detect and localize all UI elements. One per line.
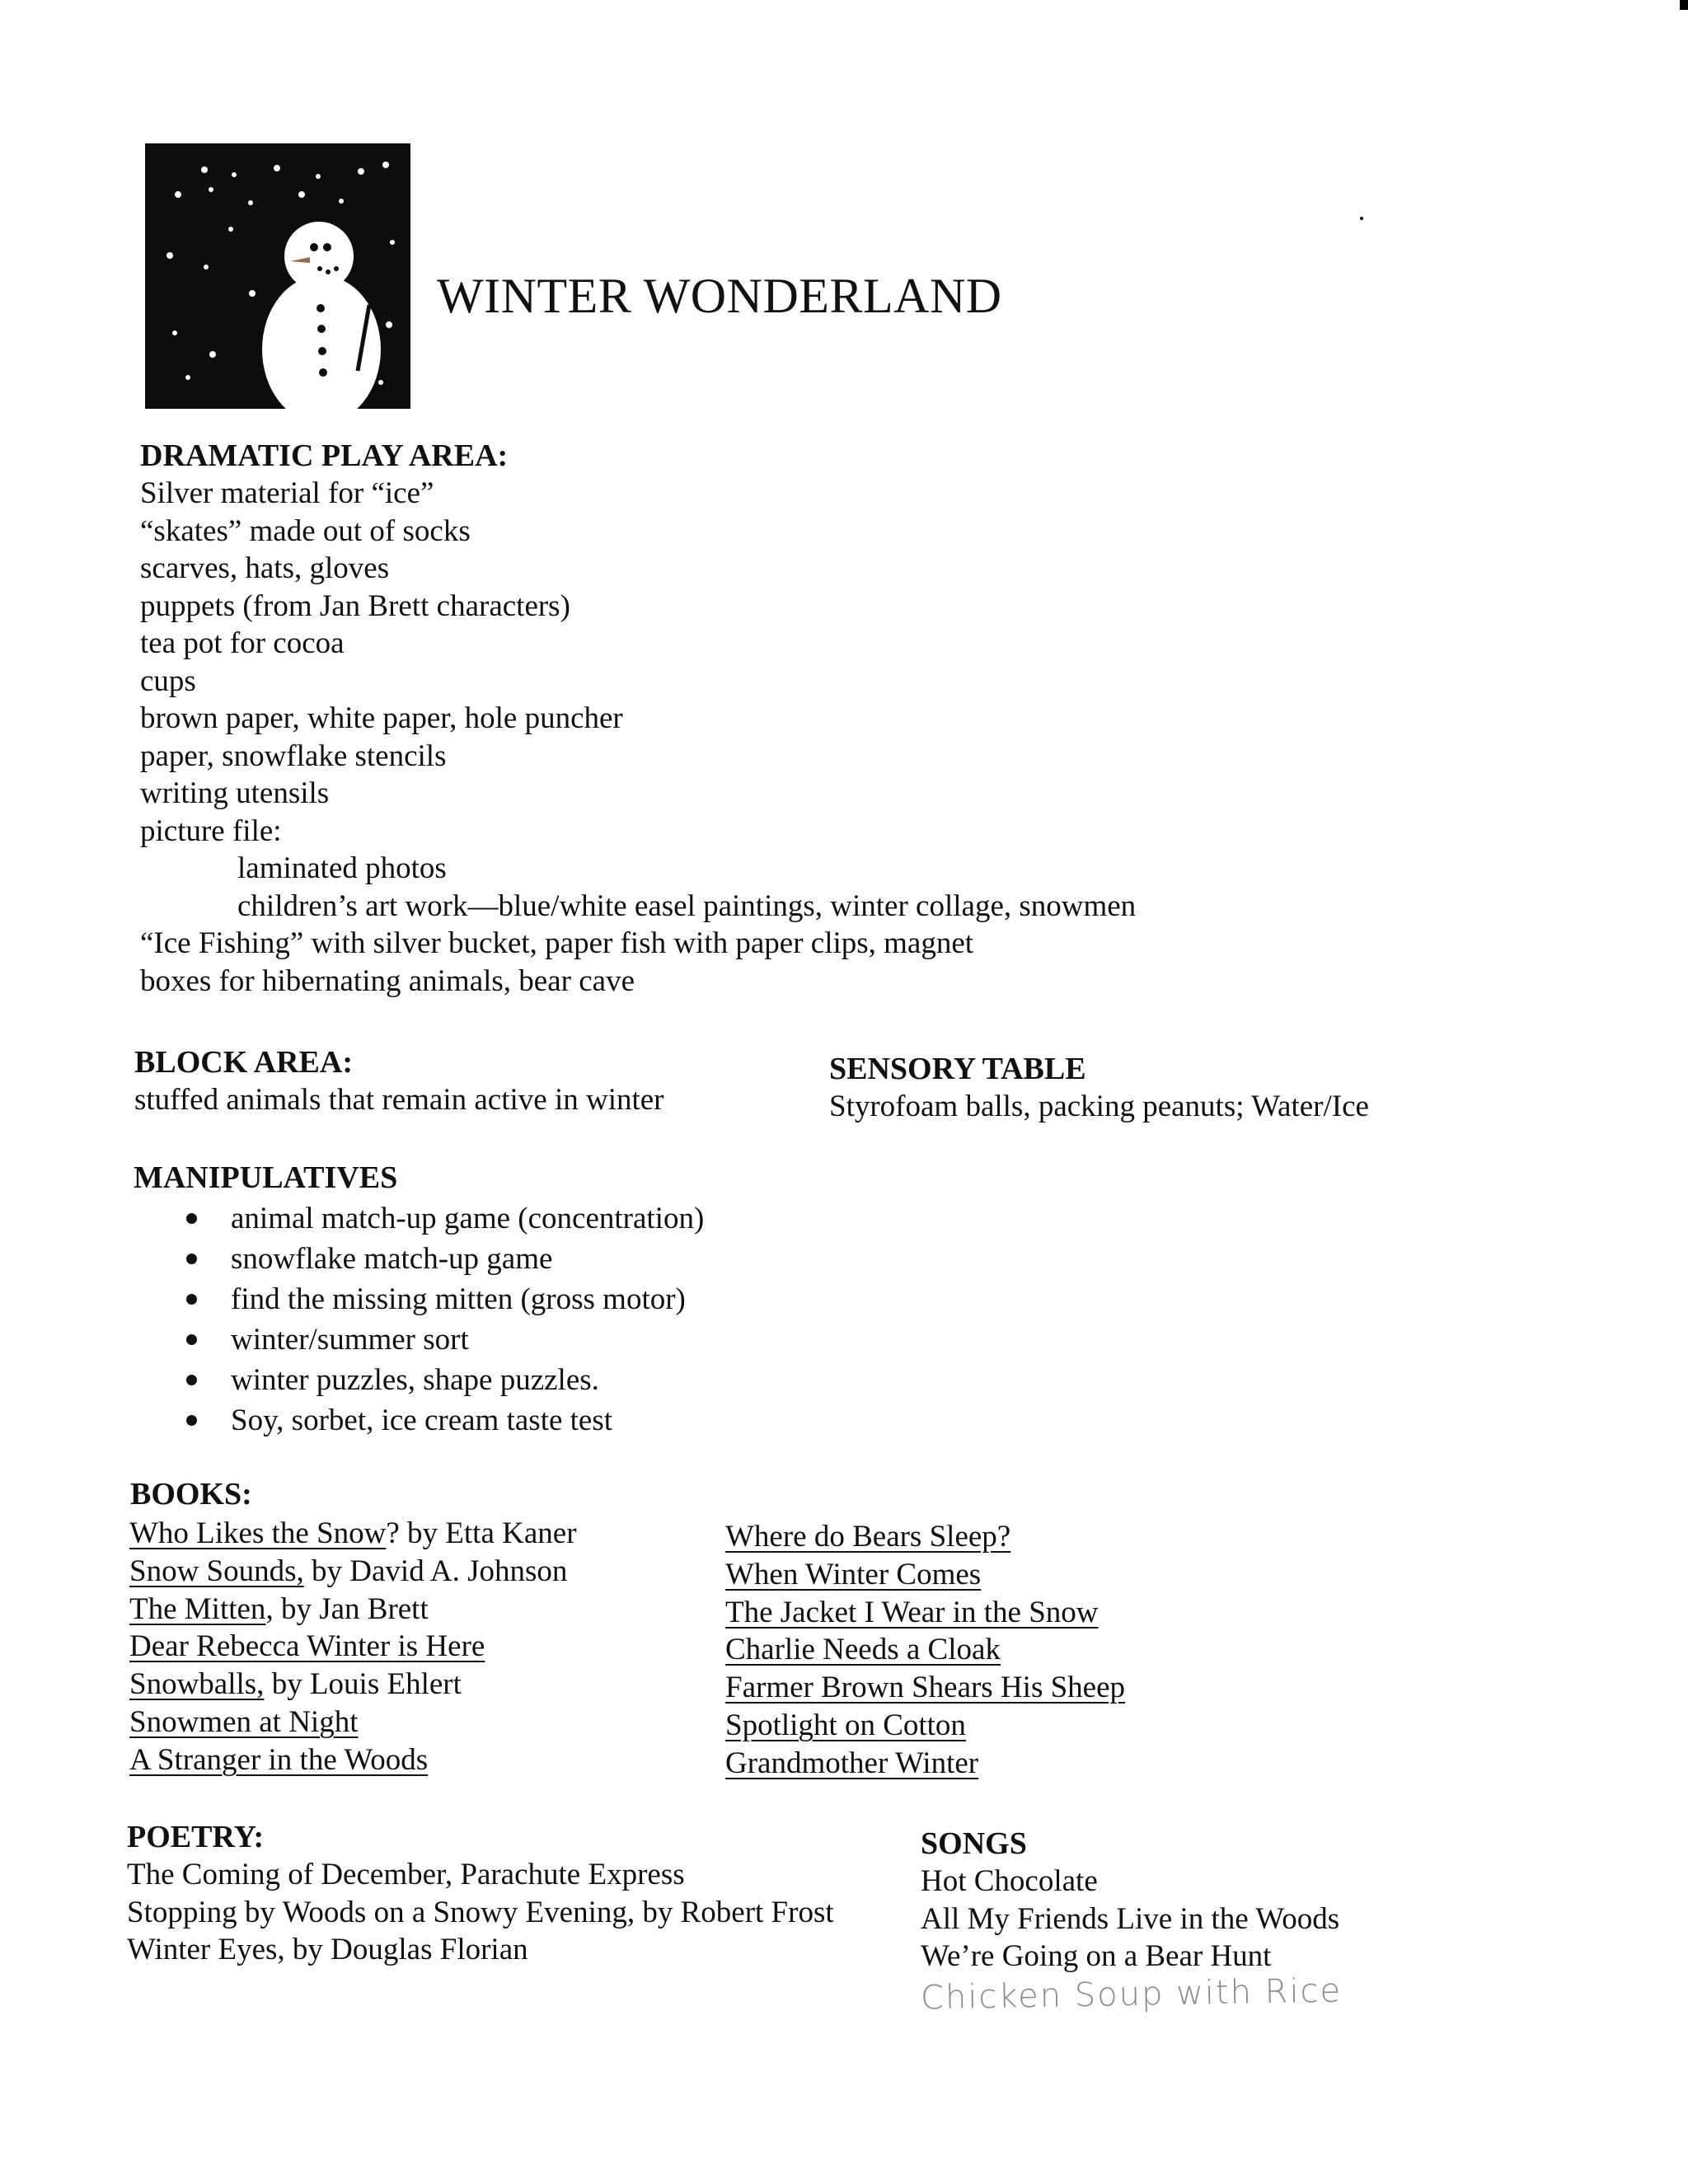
bullet-icon	[186, 1254, 197, 1264]
book-entry	[129, 1741, 577, 1779]
list-item	[134, 1360, 704, 1400]
list-item	[134, 1279, 704, 1319]
book-title: Who Likes the Snow	[129, 1516, 387, 1550]
book-title: Grandmother Winter	[725, 1746, 979, 1780]
bullet-icon	[186, 1213, 197, 1224]
block-area-heading: BLOCK AREA:	[134, 1045, 353, 1080]
sensory-table-text: Styrofoam balls, packing peanuts; Water/Ice	[829, 1090, 1369, 1123]
dramatic-play-item: “Ice Fishing” with silver bucket, paper fish with paper clips, magnet	[140, 926, 974, 960]
block-area-text: stuffed animals that remain active in winter	[134, 1083, 664, 1117]
bullet-icon	[186, 1415, 197, 1426]
poem-entry: Stopping by Woods on a Snowy Evening, by Robert Frost	[127, 1895, 834, 1929]
book-title: The Jacket I Wear in the Snow	[725, 1595, 1099, 1629]
dramatic-play-subitem: laminated photos	[237, 851, 447, 885]
list-item-text: Soy, sorbet, ice cream taste test	[231, 1404, 613, 1437]
songs-heading: SONGS	[921, 1826, 1027, 1861]
list-item	[134, 1239, 704, 1279]
bullet-icon	[186, 1334, 197, 1345]
dramatic-play-subitem: children’s art work—blue/white easel paintings, winter collage, snowmen	[237, 888, 1137, 923]
list-item-text: animal match-up game (concentration)	[231, 1202, 705, 1235]
bullet-icon	[186, 1294, 197, 1305]
handwritten-song: Chicken Soup with Rice	[920, 1971, 1343, 2017]
dramatic-play-item: paper, snowflake stencils	[140, 738, 447, 773]
list-item-text: find the missing mitten (gross motor)	[231, 1282, 686, 1316]
bullet-icon	[186, 1375, 197, 1385]
dramatic-play-item: picture file:	[140, 813, 282, 848]
sensory-table-heading: SENSORY TABLE	[829, 1052, 1086, 1086]
book-author: ? by Etta Kaner	[386, 1516, 577, 1550]
manipulatives-section	[134, 1159, 704, 1441]
book-title: Charlie Needs a Cloak	[725, 1633, 1001, 1667]
book-entry	[129, 1515, 577, 1553]
book-entry	[129, 1704, 577, 1741]
book-author: by David A. Johnson	[303, 1554, 568, 1588]
scan-dot	[1360, 217, 1363, 220]
book-entry	[129, 1628, 577, 1666]
dramatic-play-item: writing utensils	[140, 776, 330, 810]
dramatic-play-item: tea pot for cocoa	[140, 626, 345, 660]
song-entry: We’re Going on a Bear Hunt	[921, 1939, 1272, 1973]
book-author: , by Jan Brett	[265, 1591, 429, 1626]
dramatic-play-heading: DRAMATIC PLAY AREA:	[140, 438, 509, 473]
book-entry	[129, 1591, 577, 1629]
book-title: Farmer Brown Shears His Sheep	[725, 1671, 1126, 1705]
book-entry	[129, 1553, 577, 1591]
song-entry: Hot Chocolate	[921, 1864, 1098, 1898]
dramatic-play-item: Silver material for “ice”	[140, 476, 434, 510]
snowman-icon	[145, 143, 410, 409]
manipulatives-list	[134, 1198, 704, 1441]
book-title: Snow Sounds,	[129, 1554, 304, 1588]
song-entry: All My Friends Live in the Woods	[921, 1901, 1340, 1936]
book-title: When Winter Comes	[725, 1557, 982, 1591]
book-title: Spotlight on Cotton	[725, 1708, 966, 1742]
poem-entry: Winter Eyes, by Douglas Florian	[127, 1933, 528, 1966]
page-title: WINTER WONDERLAND	[437, 269, 1002, 323]
dramatic-play-item: brown paper, white paper, hole puncher	[140, 701, 623, 735]
books-heading: BOOKS:	[130, 1477, 252, 1511]
dramatic-play-item: puppets (from Jan Brett characters)	[140, 588, 570, 623]
songs-section	[920, 1825, 1343, 2017]
dramatic-play-item: scarves, hats, gloves	[140, 551, 390, 585]
book-title: Where do Bears Sleep?	[725, 1520, 1011, 1554]
dramatic-play-item: “skates” made out of socks	[140, 513, 471, 548]
book-author: by Louis Ehlert	[264, 1667, 462, 1702]
book-title: A Stranger in the Woods	[129, 1742, 429, 1777]
books-left-list	[129, 1515, 577, 1779]
dramatic-play-section	[140, 437, 1136, 1000]
book-title: The Mitten	[129, 1591, 266, 1626]
dramatic-play-item: boxes for hibernating animals, bear cave	[140, 963, 635, 998]
poetry-heading: POETRY:	[127, 1820, 265, 1854]
poem-entry: The Coming of December, Parachute Express	[127, 1858, 685, 1891]
block-area-section	[134, 1043, 664, 1119]
list-item-text: winter/summer sort	[231, 1323, 469, 1357]
scan-mark	[1680, 0, 1688, 10]
snowman-picture	[145, 143, 410, 409]
list-item	[134, 1198, 704, 1239]
book-title: Dear Rebecca Winter is Here	[129, 1629, 485, 1664]
book-entry	[129, 1666, 577, 1704]
list-item	[134, 1400, 704, 1441]
dramatic-play-item: cups	[140, 663, 196, 698]
book-title: Snowmen at Night	[129, 1704, 359, 1739]
books-right-list	[725, 1518, 1125, 1783]
list-item	[134, 1319, 704, 1360]
list-item-text: snowflake match-up game	[231, 1242, 553, 1276]
list-item-text: winter puzzles, shape puzzles.	[231, 1363, 599, 1397]
manipulatives-heading: MANIPULATIVES	[134, 1160, 398, 1195]
poetry-section	[127, 1818, 834, 1969]
sensory-table-section	[829, 1050, 1369, 1126]
book-title: Snowballs,	[129, 1667, 265, 1702]
